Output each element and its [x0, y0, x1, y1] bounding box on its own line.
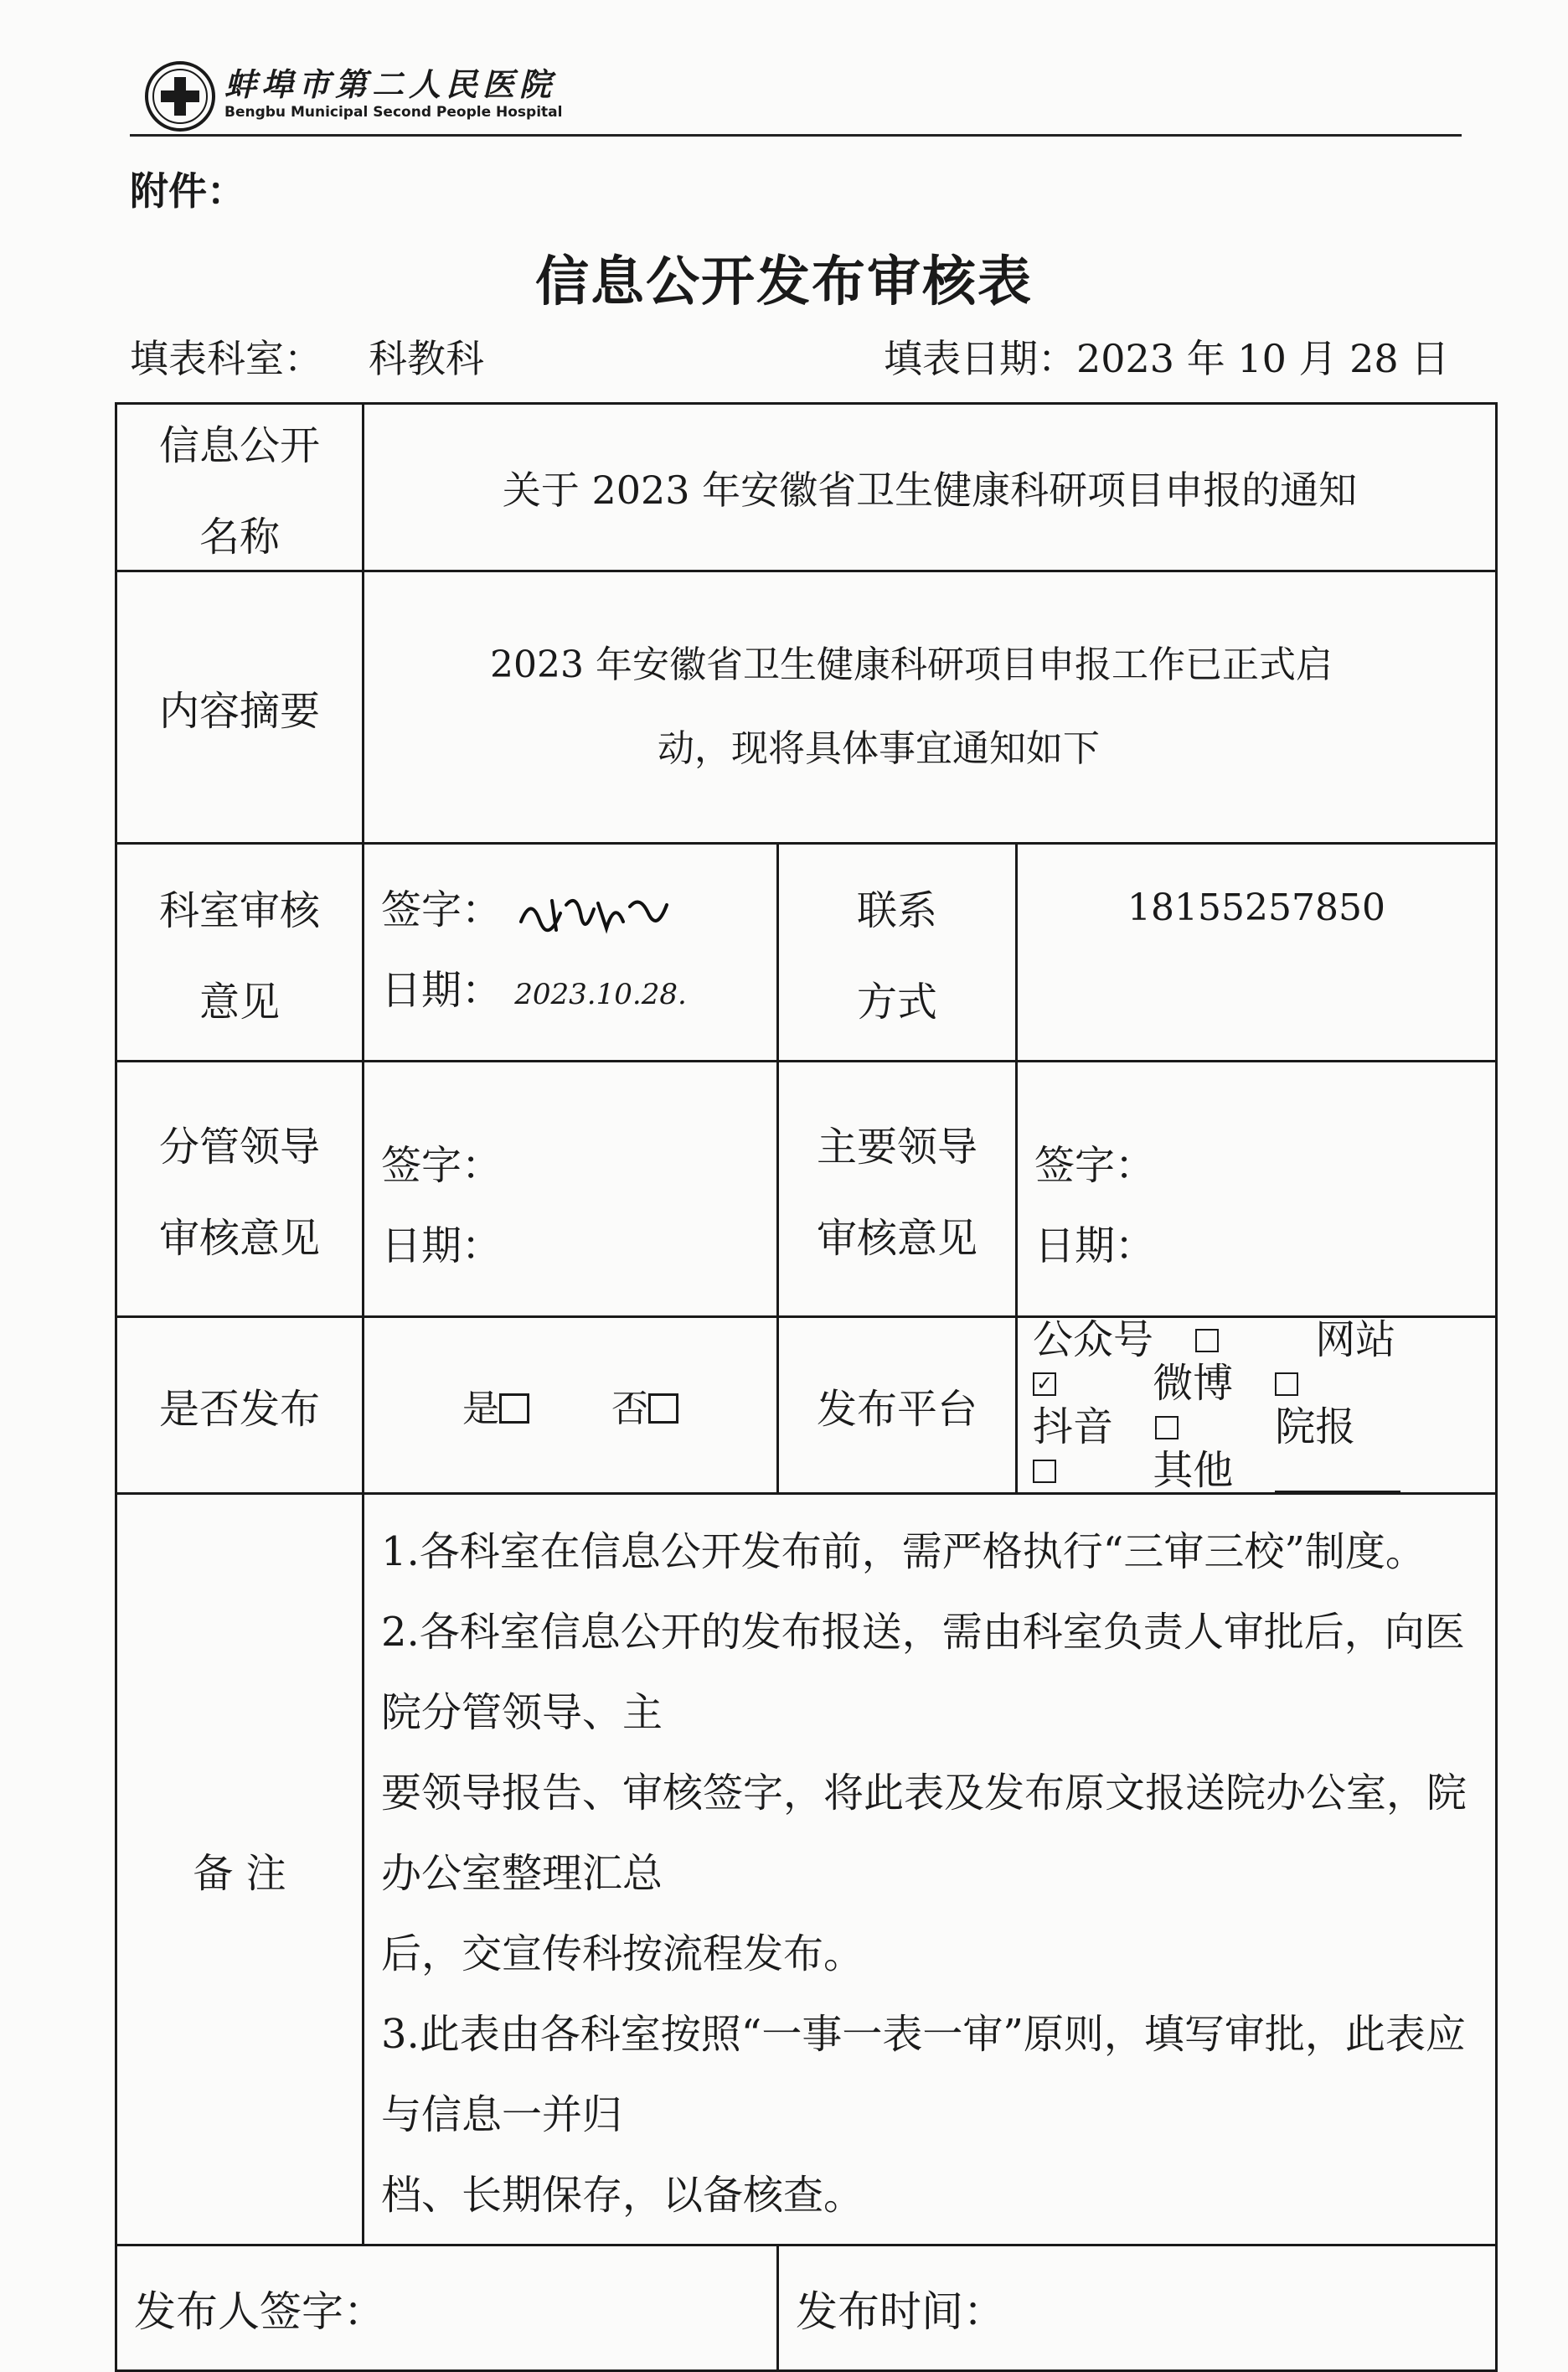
dept-review-date: 2023.10.28.: [514, 978, 687, 1011]
publisher-sign-label: 发布人签字：: [116, 2245, 778, 2371]
row-publisher: [116, 2245, 1497, 2371]
fill-date: 填表日期：2023 年 10 月 28 日: [884, 336, 1450, 381]
notes-cell: [364, 1494, 1497, 2245]
notes-label: 备 注: [116, 1494, 364, 2245]
vice-leader-sign-cell: [364, 1062, 778, 1317]
note-line: 档、长期保存，以备核查。: [381, 2172, 864, 2219]
note-line: 3.此表由各科室按照“一事一表一审”原则，填写审批，此表应与信息一并归: [381, 2011, 1466, 2138]
contact-label-1: 联系: [856, 886, 937, 934]
main-leader-label-2: 审核意见: [816, 1215, 977, 1262]
contact-label-2: 方式: [856, 978, 937, 1026]
vice-leader-label-1: 分管领导: [158, 1124, 320, 1170]
review-form-table: [115, 402, 1498, 2372]
platform-newspaper-checkbox[interactable]: [1033, 1460, 1056, 1483]
hospital-name-en: Bengbu Municipal Second People Hospital: [224, 104, 563, 121]
vice-leader-label-cell: [116, 1062, 364, 1317]
vice-sign-label: 签字：: [381, 1142, 503, 1189]
note-line: 后，交宣传科按流程发布。: [381, 1930, 864, 1977]
main-leader-label-cell: [778, 1062, 1017, 1317]
attachment-label: 附件：: [130, 168, 245, 214]
publish-no-checkbox[interactable]: [648, 1393, 678, 1424]
summary-label: 内容摘要: [116, 571, 364, 844]
platform-label: 发布平台: [778, 1317, 1017, 1494]
row-leader-review: [116, 1062, 1497, 1317]
vice-leader-label-2: 审核意见: [158, 1215, 320, 1262]
main-sign-label: 签字：: [1034, 1142, 1156, 1189]
form-title: 信息公开发布审核表: [535, 251, 1033, 313]
publish-time-label: 发布时间：: [778, 2245, 1497, 2371]
dept-sign-label: 签字：: [381, 886, 503, 933]
note-line: 2.各科室信息公开的发布报送，需由科室负责人审批后，向医院分管领导、主: [381, 1609, 1465, 1736]
row-publish: [116, 1317, 1497, 1494]
main-leader-sign-cell: [1017, 1062, 1497, 1317]
hospital-logo-icon: [142, 59, 218, 134]
summary-cell: [364, 571, 1497, 844]
note-line: 1.各科室在信息公开发布前，需严格执行“三审三校”制度。: [381, 1528, 1426, 1575]
row-dept-review: [116, 844, 1497, 1062]
info-name-label-cell: [116, 404, 364, 571]
contact-label-cell: [778, 844, 1017, 1062]
dept-review-label-cell: [116, 844, 364, 1062]
note-line: 要领导报告、审核签字，将此表及发布原文报送院办公室，院办公室整理汇总: [381, 1770, 1467, 1897]
publish-no-label: 否: [611, 1388, 648, 1430]
handwritten-signature: [514, 888, 673, 938]
platform-weibo-checkbox[interactable]: [1275, 1372, 1298, 1396]
info-name-value: 关于 2023 年安徽省卫生健康科研项目申报的通知: [364, 404, 1497, 571]
publish-label: 是否发布: [116, 1317, 364, 1494]
platform-douyin-checkbox[interactable]: [1155, 1416, 1179, 1439]
row-summary: [116, 571, 1497, 844]
platform-other-label: 其他: [1153, 1447, 1234, 1494]
hospital-name-cn: 蚌埠市第二人民医院: [224, 65, 557, 103]
vice-date-label: 日期：: [381, 1222, 503, 1269]
fill-dept-label: 填表科室：: [130, 336, 322, 381]
platform-website-label: 网站: [1315, 1316, 1396, 1363]
platform-other-field[interactable]: [1275, 1462, 1400, 1492]
fill-dept-value: 科教科: [369, 336, 484, 381]
summary-line-1: 2023 年安徽省卫生健康科研项目申报工作已正式启: [490, 643, 1333, 686]
dept-date-label: 日期：: [381, 967, 503, 1014]
info-name-label-1: 信息公开: [158, 421, 320, 469]
header-divider: [130, 134, 1462, 137]
platform-website-checkbox[interactable]: ✓: [1033, 1372, 1056, 1396]
platform-options-cell: [1017, 1317, 1497, 1494]
summary-line-2: 动，现将具体事宜通知如下: [658, 727, 1100, 770]
row-notes: [116, 1494, 1497, 2245]
publish-choice-cell: [364, 1317, 778, 1494]
dept-review-label-2: 意见: [199, 978, 280, 1026]
platform-douyin-label: 抖音: [1033, 1403, 1114, 1450]
platform-wechat-label: 公众号: [1033, 1316, 1154, 1363]
dept-review-sign-cell: [364, 844, 778, 1062]
platform-weibo-label: 微博: [1153, 1360, 1234, 1407]
platform-wechat-checkbox[interactable]: [1195, 1329, 1219, 1352]
main-date-label: 日期：: [1034, 1222, 1156, 1269]
publish-yes-checkbox[interactable]: [499, 1393, 529, 1424]
info-name-label-2: 名称: [199, 513, 280, 561]
contact-value: 18155257850: [1017, 844, 1497, 1062]
main-leader-label-1: 主要领导: [816, 1124, 977, 1170]
publish-yes-label: 是: [462, 1388, 499, 1430]
platform-newspaper-label: 院报: [1275, 1403, 1356, 1450]
row-info-name: [116, 404, 1497, 571]
dept-review-label-1: 科室审核: [158, 886, 320, 934]
